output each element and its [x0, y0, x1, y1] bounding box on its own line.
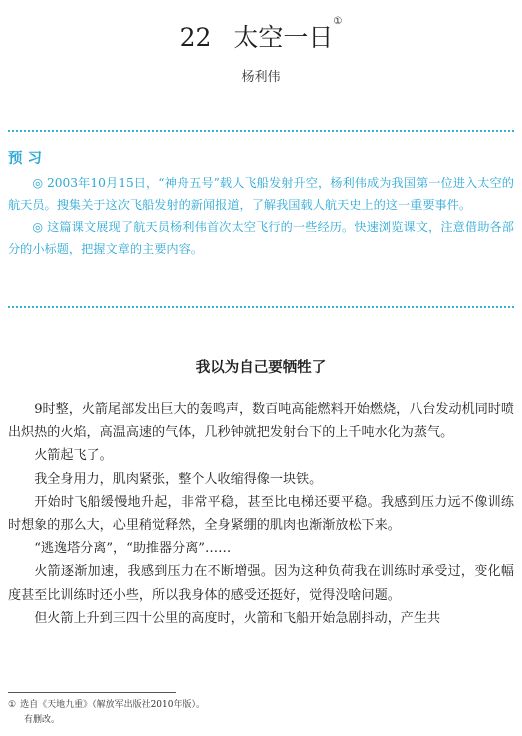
footnote-divider	[8, 692, 176, 693]
page-title	[0, 18, 522, 54]
preview-paragraph: ◎ 这篇课文展现了航天员杨利伟首次太空飞行的一些经历。快速浏览课文，注意借助各部分的小标题，把握文章的主要内容。	[8, 220, 514, 256]
preview-top-divider	[8, 130, 514, 132]
lesson-title: 太空一日	[233, 23, 334, 52]
body-paragraph: 开始时飞船缓慢地升起，非常平稳，甚至比电梯还要平稳。我感到压力远不像训练时想象的那么大，心里稍觉释然，全身紧绷的肌肉也渐渐放松下来。	[8, 494, 514, 534]
body-paragraph: 但火箭上升到三四十公里的高度时，火箭和飞船开始急剧抖动，产生共	[34, 610, 441, 626]
section-title: 我以为自己要牺牲了	[195, 359, 327, 376]
author-name: 杨利伟	[241, 70, 281, 85]
preview-heading: 预习	[8, 150, 47, 167]
preview-bottom-divider	[8, 306, 514, 308]
body-paragraph: 火箭逐渐加速，我感到压力在不断增强。因为这种负荷我在训练时承受过，变化幅度甚至比训练时还小些，所以我身体的感受还挺好，觉得没啥问题。	[8, 564, 514, 603]
title-footnote-mark[interactable]: ①	[333, 16, 343, 27]
footnote-mark: ①	[8, 700, 17, 710]
footnote-note: 有删改。	[24, 715, 61, 725]
body-paragraph: 我全身用力，肌肉紧张，整个人收缩得像一块铁。	[34, 471, 323, 487]
body-paragraph: 火箭起飞了。	[34, 448, 113, 464]
body-paragraph: “逃逸塔分离”，“助推器分离”……	[34, 541, 232, 557]
preview-paragraph: ◎ 2003年10月15日，“神舟五号”载人飞船发射升空，杨利伟成为我国第一位进入太空的航天员。搜集关于这次飞船发射的新闻报道，了解我国载人航天史上的这一重要事件。	[8, 176, 514, 212]
footnote-line	[8, 698, 514, 713]
footnote-source: 选自《天地九重》（解放军出版社2010年版）。	[20, 700, 205, 710]
body-paragraph: 9时整，火箭尾部发出巨大的轰鸣声，数百吨高能燃料开始燃烧，八台发动机同时喷出炽热的火焰，高温高速的气体，几秒钟就把发射台下的上千吨水化为蒸气。	[8, 402, 514, 441]
preview-box	[8, 148, 514, 260]
lesson-number: 22	[179, 23, 212, 52]
footnote	[8, 698, 514, 728]
body-text	[8, 398, 514, 630]
